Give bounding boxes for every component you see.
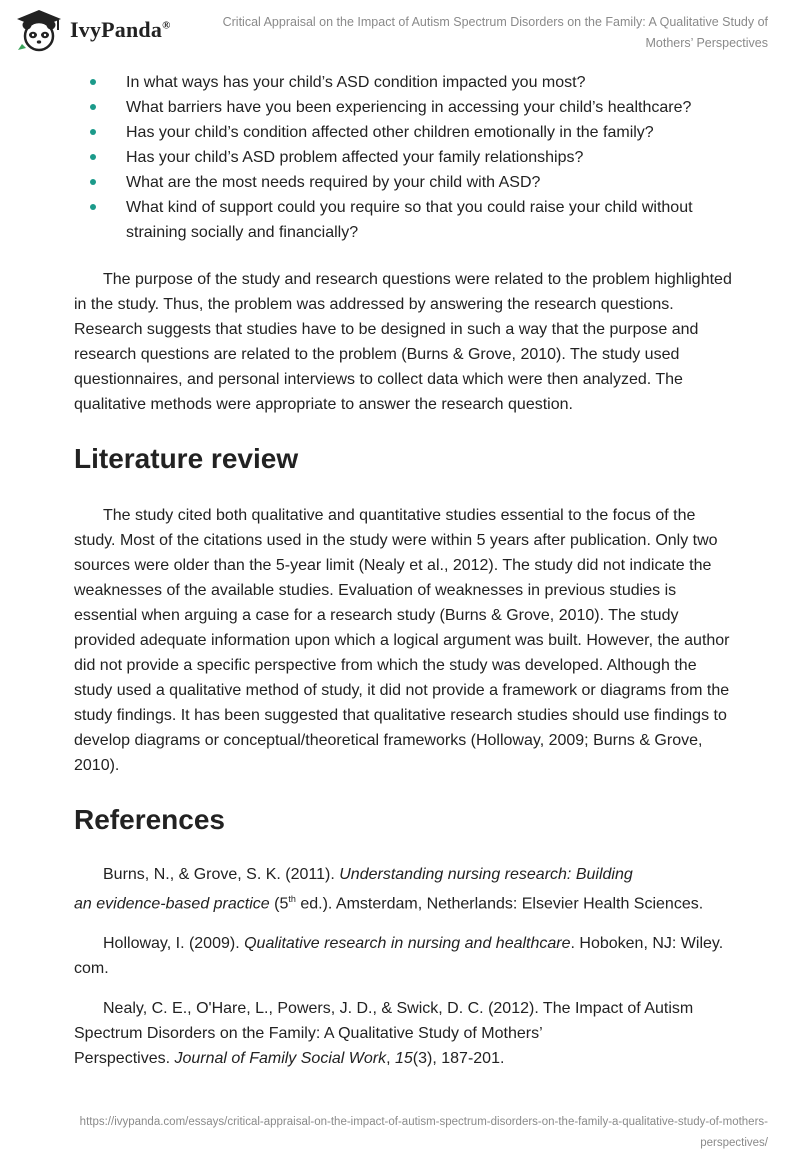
references-list [74,862,734,1071]
references-heading: References [74,804,225,835]
reference-item: Nealy, C. E., O'Hare, L., Powers, J. D., & Swick, D. C. (2012). The Impact of Autism Spectrum Disorders on the Family: A Qualitative Study of Mothers’ Perspectives. Journal of Family Social Work, 15(3), 187-201. [74,1000,694,1068]
list-item: Has your child’s ASD problem affected your family relationships? [74,145,734,170]
research-questions-list [74,70,734,245]
bullet-icon [90,204,96,210]
list-item: Has your child’s condition affected other children emotionally in the family? [74,120,734,145]
page-header [0,0,800,62]
reference-item: Holloway, I. (2009). Qualitative research in nursing and healthcare. Hoboken, NJ: Wiley. com. [74,935,724,978]
list-item: What kind of support could you require so that you could raise your child without straining socially and financially? [74,195,734,245]
literature-review-paragraph: The study cited both qualitative and quantitative studies essential to the focus of the study. Most of the citations used in the study were within 5 years after publication. Only two sources were older than the 5-year limit (Nealy et al., 2012). The study did not indicate the weaknesses of the available studies. Evaluation of weaknesses in previous studies is essential when arguing a case for a research study (Burns & Grove, 2010). The study provided adequate information upon which a logical argument was built. However, the author did not provide a specific perspective from which the study was developed. Although the study used a qualitative method of study, it did not provide a framework or diagrams from the study findings. It has been suggested that qualitative research studies should use findings to develop diagrams or conceptual/theoretical frameworks (Holloway, 2009; Burns & Grove, 2010). [74,507,730,774]
document-body [74,70,734,1071]
bullet-icon [90,104,96,110]
ivypanda-logo[interactable] [14,8,171,52]
list-item: What barriers have you been experiencing in accessing your child’s healthcare? [74,95,734,120]
source-url[interactable]: https://ivypanda.com/essays/critical-appraisal-on-the-impact-of-autism-spectrum-disorders-on-the-family-a-qualitative-study-of-mothers-perspectives/ [79,1116,768,1149]
brand-name: IvyPanda® [70,17,171,42]
bullet-icon [90,179,96,185]
list-item: In what ways has your child’s ASD condition impacted you most? [74,70,734,95]
literature-review-heading: Literature review [74,443,299,474]
bullet-icon [90,129,96,135]
purpose-paragraph: The purpose of the study and research questions were related to the problem highlighted in the study. Thus, the problem was addressed by answering the research questions. Research suggests that studies have to be designed in such a way that the purpose and research questions are related to the problem (Burns & Grove, 2010). The study used questionnaires, and personal interviews to collect data which were then analyzed. The qualitative methods were appropriate to answer the research question. [74,271,732,413]
bullet-icon [90,79,96,85]
reference-item: Burns, N., & Grove, S. K. (2011). Understanding nursing research: Building an evidence-based practice (5th ed.). Amsterdam, Netherlands: Elsevier Health Sciences. [74,866,704,913]
document-title: Critical Appraisal on the Impact of Autism Spectrum Disorders on the Family: A Qualitative Study of Mothers’ Perspectives [222,15,768,50]
panda-graduation-cap-icon [14,8,64,52]
bullet-icon [90,154,96,160]
list-item: What are the most needs required by your child with ASD? [74,170,734,195]
